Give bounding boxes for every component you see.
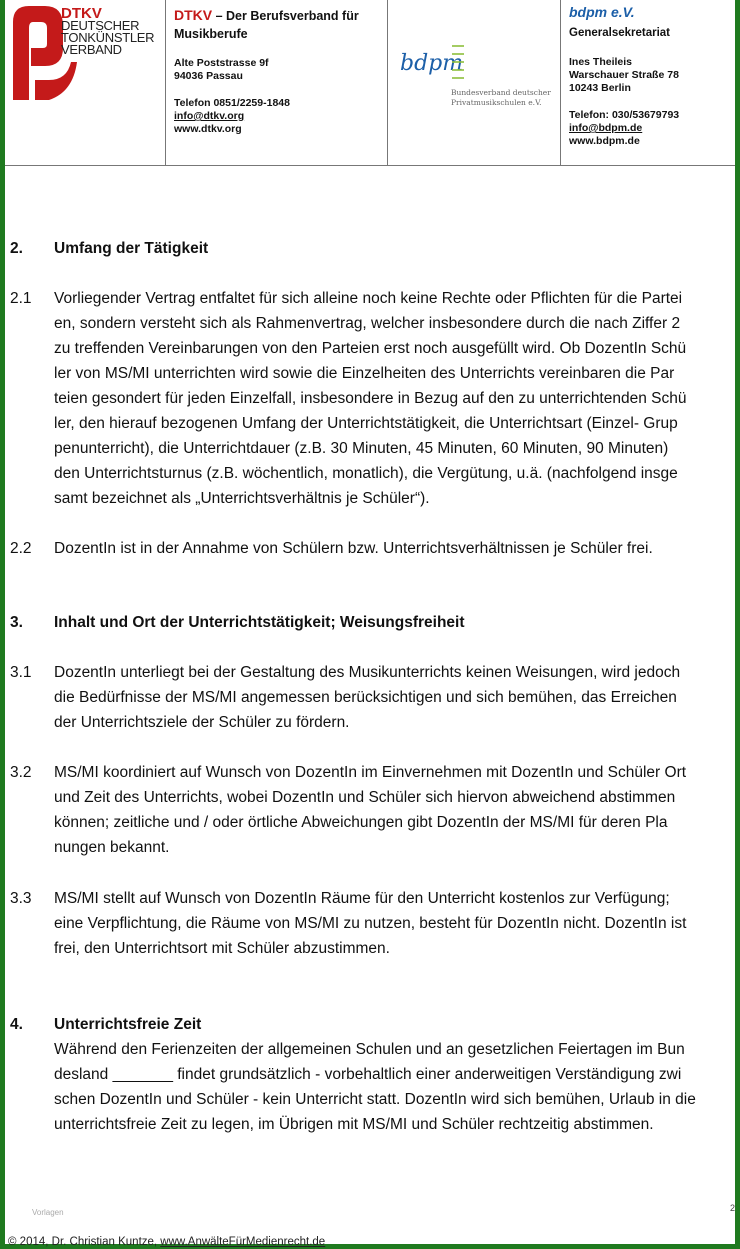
dtkv-contact — [165, 0, 387, 166]
bdpm-logo-mark-icon — [388, 0, 561, 90]
paragraph-3-2-number: 3.2 — [10, 764, 32, 781]
paragraph-3-2-text — [54, 760, 735, 860]
section-2-title: Umfang der Tätigkeit — [54, 240, 209, 257]
paragraph-3-1-text — [54, 660, 735, 735]
dtkv-title — [174, 6, 387, 25]
text-line: und Zeit des Unterrichts, wobei DozentIn und Schüler sich hiervon abweichend abstimmen — [54, 789, 676, 806]
page-number: 2 — [730, 1203, 736, 1213]
bdpm-title: bdpm e.V. — [569, 4, 635, 20]
dtkv-logo-mark: DTKV — [61, 5, 102, 22]
copyright-link[interactable]: www.AnwälteFürMedienrecht.de — [160, 1236, 326, 1248]
section-4-number: 4. — [10, 1016, 23, 1033]
dtkv-email-link[interactable]: info@dtkv.org — [174, 110, 245, 122]
text-line: können; zeitliche und / oder örtliche Abweichungen gibt DozentIn der MS/MI für deren Pla — [54, 814, 668, 831]
copyright-text: © 2014, Dr. Christian Kuntze, — [8, 1236, 161, 1248]
dtkv-web: www.dtkv.org — [174, 123, 242, 135]
copyright-notice — [8, 1236, 325, 1248]
text-line: MS/MI stellt auf Wunsch von DozentIn Räume für den Unterricht kostenlos zur Verfügung; — [54, 890, 670, 907]
text-line: MS/MI koordiniert auf Wunsch von DozentIn im Einvernehmen mit DozentIn und Schüler Ort — [54, 764, 687, 781]
dtkv-logo — [5, 0, 165, 166]
dtkv-logo-line2: TONKÜNSTLER — [61, 30, 155, 45]
section-3-title: Inhalt und Ort der Unterrichtstätigkeit; Weisungsfreiheit — [54, 614, 465, 631]
text-line: ler von MS/MI unterrichten wird sowie die Einzelheiten des Unterrichts vereinbaren die Par — [54, 365, 675, 382]
text-line: teien gesondert für jeden Einzelfall, insbesondere in Bezug auf den zu unterrichtenden Schü — [54, 390, 687, 407]
text-line: Vorliegender Vertrag entfaltet für sich alleine noch keine Rechte oder Pflichten für die Partei — [54, 290, 683, 307]
text-line: schen DozentIn und Schüler - kein Unterricht statt. DozentIn wird sich bemühen, Urlaub in die — [54, 1091, 696, 1108]
paragraph-2-1-number: 2.1 — [10, 290, 32, 307]
paragraph-2-2-number: 2.2 — [10, 540, 32, 557]
text-line: nungen bekannt. — [54, 839, 170, 856]
bdpm-web: www.bdpm.de — [569, 135, 640, 147]
paragraph-3-3-text — [54, 886, 735, 961]
bdpm-logo — [387, 0, 560, 166]
text-line: Während den Ferienzeiten der allgemeinen Schulen und an gesetzlichen Feiertagen im Bun — [54, 1041, 685, 1058]
bdpm-street: Warschauer Straße 78 — [569, 69, 679, 81]
dtkv-telecom — [174, 97, 387, 136]
bdpm-email-link[interactable]: info@bdpm.de — [569, 122, 643, 134]
text-line: DozentIn ist in der Annahme von Schülern bzw. Unterrichtsverhältnissen je Schüler frei. — [54, 540, 653, 557]
bdpm-address — [569, 56, 735, 95]
text-line: die Bedürfnisse der MS/MI angemessen berücksichtigen und sich bemühen, das Erreichen — [54, 689, 677, 706]
bdpm-city: 10243 Berlin — [569, 82, 631, 94]
bdpm-telecom — [569, 109, 735, 148]
bdpm-logo-subtitle — [451, 88, 551, 108]
bdpm-subtitle: Generalsekretariat — [569, 27, 671, 39]
dtkv-logo-line3: VERBAND — [61, 42, 122, 57]
bdpm-contact — [560, 0, 735, 166]
paragraph-3-3-number: 3.3 — [10, 890, 32, 907]
dtkv-address — [174, 57, 387, 83]
text-line: desland _______ findet grundsätzlich - vorbehaltlich einer anderweitigen Verständigung zwi — [54, 1066, 682, 1083]
letterhead — [5, 0, 735, 166]
paragraph-2-1-text — [54, 286, 735, 511]
dtkv-street: Alte Poststrasse 9f — [174, 57, 269, 69]
text-line: ler, den hierauf bezogenen Umfang der Unterrichtstätigkeit, die Unterrichtsart (Einzel- Grup — [54, 415, 678, 432]
text-line: en, sondern versteht sich als Rahmenvertrag, welcher insbesondere durch die nach Ziffer 2 — [54, 315, 681, 332]
text-line: penunterricht), die Unterrichtdauer (z.B. 30 Minuten, 45 Minuten, 60 Minuten, 90 Minuten) — [54, 440, 669, 457]
text-line: eine Verpflichtung, die Räume von MS/MI zu nutzen, besteht für DozentIn nicht. DozentIn ist — [54, 915, 687, 932]
dtkv-city: 94036 Passau — [174, 70, 243, 82]
bdpm-phone: Telefon: 030/53679793 — [569, 109, 680, 121]
footer-watermark: Vorlagen — [32, 1208, 64, 1217]
text-line: DozentIn unterliegt bei der Gestaltung des Musikunterrichts keinen Weisungen, wird jedoch — [54, 664, 681, 681]
text-line: zu treffenden Vereinbarungen von den Parteien erst noch ausgefüllt wird. Ob DozentIn Schü — [54, 340, 687, 357]
dtkv-title-rest: – Der Berufsverband für — [212, 9, 359, 23]
bdpm-logo-sub1: Bundesverband deutscher — [451, 88, 551, 97]
bdpm-contact-person: Ines Theileis — [569, 56, 633, 68]
dtkv-logo-line1: DEUTSCHER — [61, 18, 140, 33]
paragraph-3-1-number: 3.1 — [10, 664, 32, 681]
paragraph-2-2-text — [54, 536, 735, 561]
text-line: den Unterrichtsturnus (z.B. wöchentlich, monatlich), die Vergütung, u.ä. (nachfolgend insge — [54, 465, 678, 482]
section-2-number: 2. — [10, 240, 23, 257]
paragraph-4-text — [54, 1037, 735, 1137]
section-3-number: 3. — [10, 614, 23, 631]
text-line: der Unterrichtsziele der Schüler zu fördern. — [54, 714, 350, 731]
text-line: samt bezeichnet als „Unterrichtsverhältnis je Schüler“). — [54, 490, 430, 507]
dtkv-phone: Telefon 0851/2259-1848 — [174, 97, 290, 109]
dtkv-title-line2: Musikberufe — [174, 27, 248, 41]
section-4-title: Unterrichtsfreie Zeit — [54, 1016, 202, 1033]
bdpm-logo-mark: bdpm — [400, 51, 464, 76]
bdpm-logo-sub2: Privatmusikschulen e.V. — [451, 98, 542, 107]
text-line: unterrichtsfreie Zeit zu legen, im Übrigen mit MS/MI und Schüler rechtzeitig abstimmen. — [54, 1116, 654, 1133]
dtkv-name: DTKV — [174, 7, 213, 23]
text-line: frei, den Unterrichtsort mit Schüler abzustimmen. — [54, 940, 390, 957]
dtkv-logo-text — [61, 5, 155, 57]
